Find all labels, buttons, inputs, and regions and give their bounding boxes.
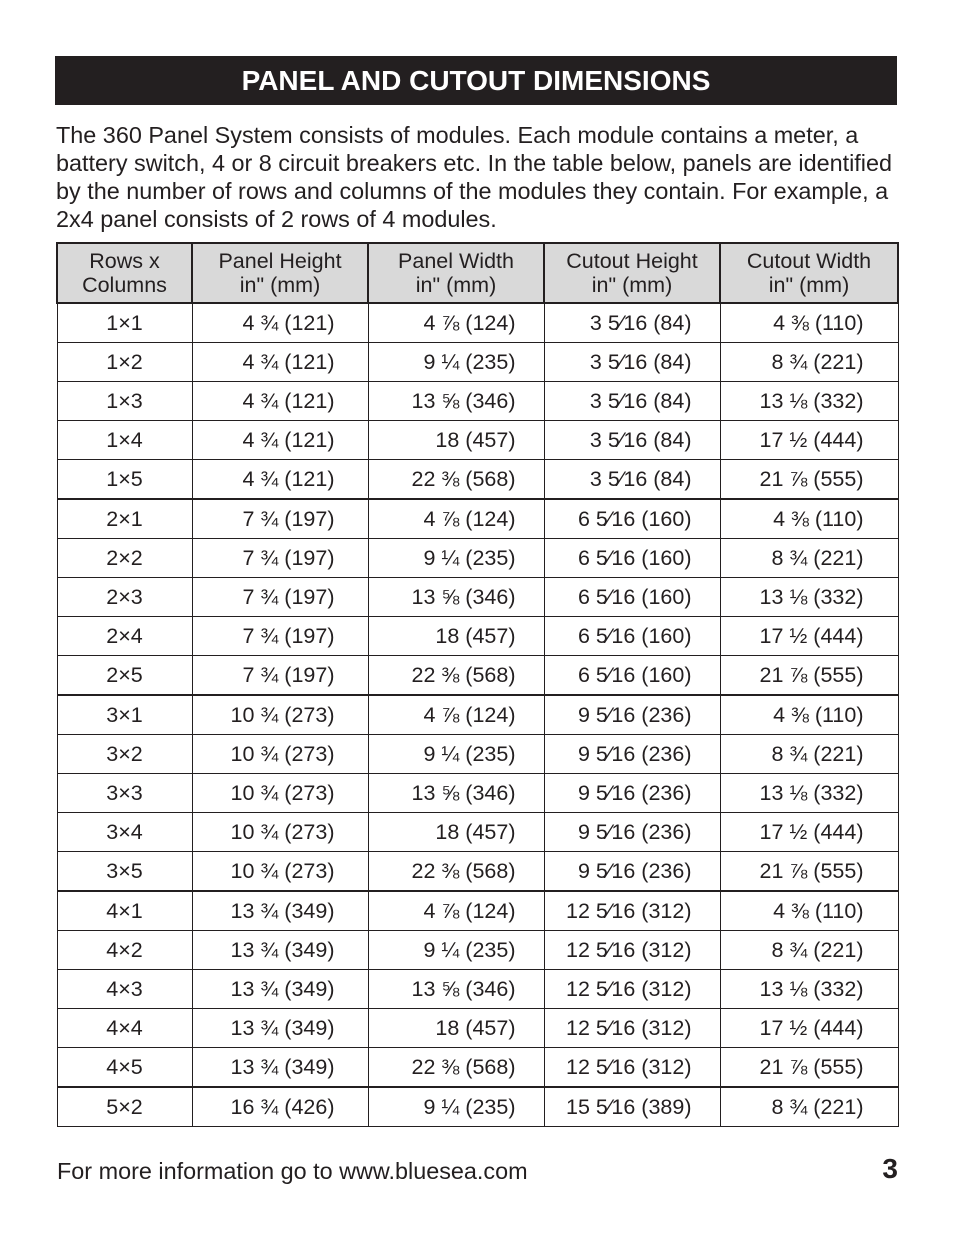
cell-panel-width: 22 ⅜ (568) bbox=[368, 1048, 544, 1088]
cell-cutout-height: 3 5⁄16 (84) bbox=[544, 460, 720, 500]
header-line: in" (mm) bbox=[415, 273, 497, 297]
cell-cutout-width: 13 ⅛ (332) bbox=[720, 970, 898, 1009]
table-row bbox=[57, 931, 898, 970]
header-line: Panel Width bbox=[398, 249, 514, 273]
cell-panel-height: 4 ¾ (121) bbox=[192, 382, 368, 421]
cell-rows-columns: 4×5 bbox=[57, 1048, 192, 1088]
cell-panel-height: 4 ¾ (121) bbox=[192, 460, 368, 500]
dimensions-table bbox=[56, 242, 899, 1127]
header-line: in" (mm) bbox=[768, 273, 850, 297]
cell-cutout-width: 17 ½ (444) bbox=[720, 813, 898, 852]
cell-panel-height: 7 ¾ (197) bbox=[192, 617, 368, 656]
table-row bbox=[57, 852, 898, 892]
cell-rows-columns: 2×4 bbox=[57, 617, 192, 656]
cell-cutout-width: 21 ⅞ (555) bbox=[720, 1048, 898, 1088]
cell-panel-width: 9 ¼ (235) bbox=[368, 931, 544, 970]
cell-panel-width: 13 ⅝ (346) bbox=[368, 382, 544, 421]
cell-cutout-width: 4 ⅜ (110) bbox=[720, 891, 898, 931]
cell-panel-height: 7 ¾ (197) bbox=[192, 499, 368, 539]
cell-panel-height: 13 ¾ (349) bbox=[192, 931, 368, 970]
cell-rows-columns: 1×1 bbox=[57, 303, 192, 343]
table-header bbox=[57, 243, 898, 303]
cell-cutout-height: 6 5⁄16 (160) bbox=[544, 578, 720, 617]
header-rows-columns bbox=[57, 243, 192, 303]
table-row bbox=[57, 303, 898, 343]
cell-panel-height: 13 ¾ (349) bbox=[192, 891, 368, 931]
cell-panel-height: 4 ¾ (121) bbox=[192, 303, 368, 343]
table-row bbox=[57, 774, 898, 813]
table-row bbox=[57, 1087, 898, 1127]
cell-panel-height: 7 ¾ (197) bbox=[192, 539, 368, 578]
footer-info-text: For more information go to www.bluesea.com bbox=[57, 1158, 528, 1184]
cell-cutout-width: 4 ⅜ (110) bbox=[720, 695, 898, 735]
cell-rows-columns: 2×2 bbox=[57, 539, 192, 578]
cell-cutout-height: 3 5⁄16 (84) bbox=[544, 343, 720, 382]
header-line: Rows x bbox=[89, 249, 160, 273]
header-panel-height bbox=[192, 243, 368, 303]
cell-panel-height: 4 ¾ (121) bbox=[192, 421, 368, 460]
cell-panel-height: 7 ¾ (197) bbox=[192, 578, 368, 617]
table-row bbox=[57, 421, 898, 460]
header-row bbox=[57, 243, 898, 303]
cell-cutout-height: 3 5⁄16 (84) bbox=[544, 303, 720, 343]
cell-cutout-height: 12 5⁄16 (312) bbox=[544, 931, 720, 970]
cell-rows-columns: 4×3 bbox=[57, 970, 192, 1009]
cell-panel-height: 10 ¾ (273) bbox=[192, 813, 368, 852]
cell-cutout-width: 17 ½ (444) bbox=[720, 1009, 898, 1048]
header-line: Cutout Width bbox=[746, 249, 872, 273]
table-row bbox=[57, 617, 898, 656]
cell-cutout-height: 6 5⁄16 (160) bbox=[544, 539, 720, 578]
table-body bbox=[57, 303, 898, 1127]
table-row bbox=[57, 539, 898, 578]
cell-cutout-width: 4 ⅜ (110) bbox=[720, 499, 898, 539]
cell-rows-columns: 3×1 bbox=[57, 695, 192, 735]
cell-cutout-width: 4 ⅜ (110) bbox=[720, 303, 898, 343]
cell-rows-columns: 4×2 bbox=[57, 931, 192, 970]
cell-panel-width: 18 (457) bbox=[368, 617, 544, 656]
cell-panel-width: 18 (457) bbox=[368, 421, 544, 460]
cell-cutout-width: 8 ¾ (221) bbox=[720, 735, 898, 774]
cell-cutout-width: 8 ¾ (221) bbox=[720, 539, 898, 578]
cell-cutout-height: 12 5⁄16 (312) bbox=[544, 970, 720, 1009]
page-number: 3 bbox=[882, 1153, 898, 1184]
cell-rows-columns: 4×4 bbox=[57, 1009, 192, 1048]
cell-cutout-width: 8 ¾ (221) bbox=[720, 1087, 898, 1127]
cell-panel-width: 18 (457) bbox=[368, 1009, 544, 1048]
header-panel-width bbox=[368, 243, 544, 303]
cell-panel-height: 10 ¾ (273) bbox=[192, 735, 368, 774]
table-row bbox=[57, 343, 898, 382]
cell-cutout-height: 12 5⁄16 (312) bbox=[544, 1048, 720, 1088]
cell-panel-height: 10 ¾ (273) bbox=[192, 852, 368, 892]
cell-panel-width: 9 ¼ (235) bbox=[368, 343, 544, 382]
cell-panel-height: 16 ¾ (426) bbox=[192, 1087, 368, 1127]
cell-rows-columns: 1×4 bbox=[57, 421, 192, 460]
cell-panel-width: 9 ¼ (235) bbox=[368, 1087, 544, 1127]
cell-cutout-height: 9 5⁄16 (236) bbox=[544, 695, 720, 735]
cell-cutout-height: 15 5⁄16 (389) bbox=[544, 1087, 720, 1127]
cell-panel-height: 10 ¾ (273) bbox=[192, 774, 368, 813]
cell-panel-width: 9 ¼ (235) bbox=[368, 539, 544, 578]
table-row bbox=[57, 499, 898, 539]
table-row bbox=[57, 1009, 898, 1048]
cell-cutout-height: 9 5⁄16 (236) bbox=[544, 774, 720, 813]
header-line: Columns bbox=[82, 273, 167, 297]
cell-rows-columns: 1×5 bbox=[57, 460, 192, 500]
cell-rows-columns: 2×5 bbox=[57, 656, 192, 696]
cell-panel-width: 18 (457) bbox=[368, 813, 544, 852]
cell-rows-columns: 3×4 bbox=[57, 813, 192, 852]
table-row bbox=[57, 695, 898, 735]
cell-cutout-width: 13 ⅛ (332) bbox=[720, 382, 898, 421]
cell-rows-columns: 3×5 bbox=[57, 852, 192, 892]
cell-rows-columns: 5×2 bbox=[57, 1087, 192, 1127]
cell-rows-columns: 3×2 bbox=[57, 735, 192, 774]
cell-cutout-height: 3 5⁄16 (84) bbox=[544, 421, 720, 460]
cell-panel-width: 13 ⅝ (346) bbox=[368, 578, 544, 617]
cell-panel-width: 22 ⅜ (568) bbox=[368, 852, 544, 892]
cell-cutout-width: 21 ⅞ (555) bbox=[720, 656, 898, 696]
cell-panel-height: 13 ¾ (349) bbox=[192, 1048, 368, 1088]
cell-cutout-height: 9 5⁄16 (236) bbox=[544, 735, 720, 774]
cell-cutout-height: 12 5⁄16 (312) bbox=[544, 1009, 720, 1048]
header-cutout-height bbox=[544, 243, 720, 303]
table-row bbox=[57, 578, 898, 617]
header-line: in" (mm) bbox=[239, 273, 321, 297]
cell-cutout-height: 6 5⁄16 (160) bbox=[544, 617, 720, 656]
cell-cutout-height: 3 5⁄16 (84) bbox=[544, 382, 720, 421]
cell-cutout-height: 12 5⁄16 (312) bbox=[544, 891, 720, 931]
header-line: Cutout Height bbox=[566, 249, 698, 273]
cell-panel-height: 13 ¾ (349) bbox=[192, 1009, 368, 1048]
table-row bbox=[57, 735, 898, 774]
cell-rows-columns: 1×3 bbox=[57, 382, 192, 421]
cell-panel-width: 4 ⅞ (124) bbox=[368, 499, 544, 539]
cell-panel-height: 10 ¾ (273) bbox=[192, 695, 368, 735]
cell-panel-width: 13 ⅝ (346) bbox=[368, 970, 544, 1009]
cell-panel-width: 4 ⅞ (124) bbox=[368, 891, 544, 931]
table-row bbox=[57, 656, 898, 696]
cell-cutout-height: 9 5⁄16 (236) bbox=[544, 852, 720, 892]
cell-panel-width: 22 ⅜ (568) bbox=[368, 460, 544, 500]
cell-rows-columns: 4×1 bbox=[57, 891, 192, 931]
cell-panel-width: 22 ⅜ (568) bbox=[368, 656, 544, 696]
cell-cutout-width: 21 ⅞ (555) bbox=[720, 460, 898, 500]
cell-cutout-width: 8 ¾ (221) bbox=[720, 931, 898, 970]
table-row bbox=[57, 970, 898, 1009]
intro-paragraph: The 360 Panel System consists of modules. Each module contains a meter, a battery switch, 4 or 8 circuit breakers etc. In the table below, panels are identified by the number of rows and columns of the modules they contain. For example, a 2x4 panel consists of 2 rows of 4 modules. bbox=[56, 122, 893, 232]
table-row bbox=[57, 891, 898, 931]
header-line: Panel Height bbox=[218, 249, 342, 273]
cell-panel-height: 13 ¾ (349) bbox=[192, 970, 368, 1009]
cell-cutout-height: 6 5⁄16 (160) bbox=[544, 656, 720, 696]
cell-panel-height: 4 ¾ (121) bbox=[192, 343, 368, 382]
cell-cutout-width: 21 ⅞ (555) bbox=[720, 852, 898, 892]
cell-cutout-width: 8 ¾ (221) bbox=[720, 343, 898, 382]
cell-cutout-width: 13 ⅛ (332) bbox=[720, 578, 898, 617]
cell-rows-columns: 2×1 bbox=[57, 499, 192, 539]
cell-rows-columns: 1×2 bbox=[57, 343, 192, 382]
table-row bbox=[57, 382, 898, 421]
cell-cutout-width: 17 ½ (444) bbox=[720, 421, 898, 460]
table-row bbox=[57, 1048, 898, 1088]
cell-cutout-width: 13 ⅛ (332) bbox=[720, 774, 898, 813]
cell-panel-width: 9 ¼ (235) bbox=[368, 735, 544, 774]
cell-cutout-height: 6 5⁄16 (160) bbox=[544, 499, 720, 539]
cell-panel-width: 13 ⅝ (346) bbox=[368, 774, 544, 813]
table-row bbox=[57, 460, 898, 500]
cell-rows-columns: 2×3 bbox=[57, 578, 192, 617]
table-row bbox=[57, 813, 898, 852]
page-title: PANEL AND CUTOUT DIMENSIONS bbox=[55, 56, 897, 105]
cell-cutout-height: 9 5⁄16 (236) bbox=[544, 813, 720, 852]
cell-panel-height: 7 ¾ (197) bbox=[192, 656, 368, 696]
cell-panel-width: 4 ⅞ (124) bbox=[368, 695, 544, 735]
cell-panel-width: 4 ⅞ (124) bbox=[368, 303, 544, 343]
cell-cutout-width: 17 ½ (444) bbox=[720, 617, 898, 656]
header-line: in" (mm) bbox=[591, 273, 673, 297]
cell-rows-columns: 3×3 bbox=[57, 774, 192, 813]
header-cutout-width bbox=[720, 243, 898, 303]
